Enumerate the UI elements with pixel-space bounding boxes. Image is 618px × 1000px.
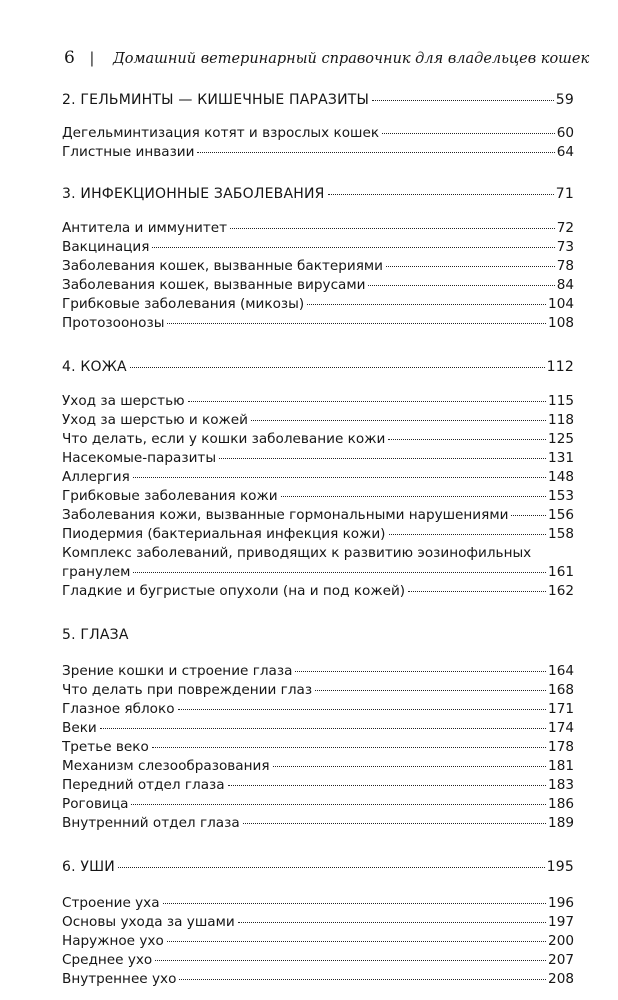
dot-leader (167, 323, 546, 324)
toc-entry[interactable] (62, 430, 574, 449)
dot-leader (178, 709, 547, 710)
toc-entry-page-number: 108 (548, 315, 574, 331)
toc-entry-page-number: 64 (556, 144, 574, 160)
toc-entry[interactable] (62, 563, 574, 582)
toc-entry-title: Механизм слезообразования (62, 758, 270, 774)
toc-entry[interactable] (62, 295, 574, 314)
toc-entry[interactable] (62, 257, 574, 276)
toc-entry-page-number: 164 (548, 663, 574, 679)
chapter-section (62, 90, 574, 162)
toc-entry[interactable] (62, 932, 574, 951)
page-number: 6 (64, 48, 75, 68)
toc-entry[interactable] (62, 700, 574, 719)
toc-entry[interactable] (62, 506, 574, 525)
toc-entry[interactable] (62, 487, 574, 506)
toc-entry-page-number: 118 (548, 412, 574, 428)
toc-entry-title: Основы ухода за ушами (62, 914, 235, 930)
toc-entry-title: Гладкие и бугристые опухоли (на и под кожей) (62, 583, 406, 599)
chapter-page-number: 71 (555, 186, 574, 202)
chapter-items (62, 219, 574, 333)
toc-entry[interactable] (62, 970, 574, 989)
toc-entry-page-number: 197 (548, 914, 574, 930)
toc-entry-line[interactable] (62, 544, 574, 563)
toc-entry-page-number: 196 (548, 895, 574, 911)
toc-entry-title-continuation: гранулем (62, 564, 131, 580)
toc-entry-page-number: 183 (548, 777, 574, 793)
dot-leader (389, 534, 547, 535)
toc-entry-page-number: 207 (548, 952, 574, 968)
toc-entry-page-number: 125 (548, 431, 574, 447)
dot-leader (155, 960, 546, 961)
dot-leader (372, 100, 554, 101)
toc-entry-page-number: 115 (548, 393, 574, 409)
toc-entry[interactable] (62, 525, 574, 544)
toc-entry[interactable] (62, 894, 574, 913)
dot-leader (131, 804, 546, 805)
toc-entry-page-number: 153 (548, 488, 574, 504)
toc-entry-page-number: 131 (548, 450, 574, 466)
toc-entry[interactable] (62, 314, 574, 333)
toc-entry-title: Что делать, если у кошки заболевание кожи (62, 431, 386, 447)
toc-entry-page-number: 161 (548, 564, 574, 580)
toc-entry-title: Роговица (62, 796, 129, 812)
toc-entry[interactable] (62, 738, 574, 757)
chapter-heading[interactable] (62, 184, 574, 204)
chapter-section (62, 357, 574, 601)
dot-leader (328, 194, 554, 195)
dot-leader (219, 458, 546, 459)
toc-entry[interactable] (62, 238, 574, 257)
toc-entry-page-number: 186 (548, 796, 574, 812)
dot-leader (152, 747, 546, 748)
dot-leader (100, 728, 546, 729)
chapter-title: 3. ИНФЕКЦИОННЫЕ ЗАБОЛЕВАНИЯ (62, 186, 325, 202)
toc-entry-page-number: 84 (556, 277, 574, 293)
toc-entry-title: Веки (62, 720, 97, 736)
toc-entry-title: Заболевания кошек, вызванные бактериями (62, 258, 383, 274)
dot-leader (243, 823, 546, 824)
running-header (64, 48, 590, 74)
toc-entry-title: Заболевания кошек, вызванные вирусами (62, 277, 366, 293)
toc-entry-page-number: 148 (548, 469, 574, 485)
dot-leader (118, 867, 545, 868)
toc-entry-page-number: 72 (556, 220, 574, 236)
chapter-page-number: 195 (546, 859, 574, 875)
dot-leader (368, 285, 554, 286)
toc-entry-title: Внутреннее ухо (62, 971, 177, 987)
toc-entry-title: Уход за шерстью и кожей (62, 412, 248, 428)
toc-entry-title: Зрение кошки и строение глаза (62, 663, 293, 679)
toc-entry-title: Среднее ухо (62, 952, 153, 968)
toc-entry-page-number: 168 (548, 682, 574, 698)
toc-entry-page-number: 78 (556, 258, 574, 274)
dot-leader (167, 941, 546, 942)
chapter-page-number: 112 (546, 359, 574, 375)
chapter-section (62, 184, 574, 333)
toc-entry-title: Вакцинация (62, 239, 150, 255)
table-of-contents (62, 90, 574, 989)
toc-entry-page-number: 158 (548, 526, 574, 542)
toc-entry-page-number: 104 (548, 296, 574, 312)
chapter-items (62, 392, 574, 601)
toc-entry[interactable] (62, 143, 574, 162)
toc-entry-title: Грибковые заболевания кожи (62, 488, 278, 504)
dot-leader (251, 420, 546, 421)
toc-entry-title: Третье веко (62, 739, 149, 755)
chapter-title: 4. КОЖА (62, 359, 127, 375)
chapter-items (62, 894, 574, 989)
dot-leader (273, 766, 547, 767)
toc-entry-title: Антитела и иммунитет (62, 220, 228, 236)
dot-leader (228, 785, 546, 786)
toc-entry[interactable] (62, 795, 574, 814)
toc-entry-page-number: 156 (548, 507, 574, 523)
dot-leader (281, 496, 546, 497)
toc-entry-title: Глазное яблоко (62, 701, 175, 717)
toc-entry-page-number: 181 (548, 758, 574, 774)
toc-entry-page-number: 60 (556, 125, 574, 141)
toc-entry-page-number: 162 (548, 583, 574, 599)
dot-leader (130, 367, 545, 368)
toc-entry-title: Внутренний отдел глаза (62, 815, 240, 831)
toc-entry[interactable] (62, 776, 574, 795)
toc-entry[interactable] (62, 392, 574, 411)
toc-entry[interactable] (62, 468, 574, 487)
toc-entry-title: Пиодермия (бактериальная инфекция кожи) (62, 526, 386, 542)
dot-leader (386, 266, 555, 267)
chapter-title: 5. ГЛАЗА (62, 627, 129, 643)
toc-entry-title: Грибковые заболевания (микозы) (62, 296, 305, 312)
running-title: Домашний ветеринарный справочник для владельцев кошек (112, 51, 590, 67)
toc-entry-page-number: 174 (548, 720, 574, 736)
chapter-items (62, 124, 574, 162)
chapter-heading[interactable] (62, 90, 574, 110)
toc-entry-title: Насекомые-паразиты (62, 450, 217, 466)
dot-leader (163, 903, 547, 904)
chapter-heading[interactable] (62, 625, 574, 645)
toc-entry-title: Аллергия (62, 469, 130, 485)
dot-leader (511, 515, 546, 516)
dot-leader (307, 304, 546, 305)
dot-leader (133, 477, 546, 478)
chapter-heading[interactable] (62, 857, 574, 877)
toc-entry[interactable] (62, 913, 574, 932)
toc-entry[interactable] (62, 951, 574, 970)
toc-entry[interactable] (62, 582, 574, 601)
toc-entry-title: Наружное ухо (62, 933, 164, 949)
toc-entry-title: Протозоонозы (62, 315, 165, 331)
chapter-page-number: 59 (555, 92, 574, 108)
toc-entry-page-number: 200 (548, 933, 574, 949)
chapter-heading[interactable] (62, 357, 574, 377)
dot-leader (388, 439, 546, 440)
dot-leader (152, 247, 554, 248)
toc-entry-title: Строение уха (62, 895, 160, 911)
dot-leader (197, 152, 554, 153)
toc-entry[interactable] (62, 219, 574, 238)
dot-leader (230, 228, 555, 229)
toc-entry-title: Уход за шерстью (62, 393, 185, 409)
dot-leader (408, 591, 546, 592)
chapter-section (62, 857, 574, 989)
toc-entry[interactable] (62, 276, 574, 295)
chapter-title: 6. УШИ (62, 859, 115, 875)
chapter-section (62, 625, 574, 833)
toc-entry-page-number: 208 (548, 971, 574, 987)
toc-entry[interactable] (62, 681, 574, 700)
toc-entry-title: Передний отдел глаза (62, 777, 225, 793)
toc-entry[interactable] (62, 662, 574, 681)
toc-entry[interactable] (62, 124, 574, 143)
toc-entry-page-number: 171 (548, 701, 574, 717)
dot-leader (238, 922, 546, 923)
toc-entry[interactable] (62, 449, 574, 468)
toc-entry-page-number: 189 (548, 815, 574, 831)
toc-entry-title: Комплекс заболеваний, приводящих к развитию эозинофильных (62, 545, 532, 561)
toc-entry-title: Заболевания кожи, вызванные гормональными нарушениями (62, 507, 509, 523)
toc-entry[interactable] (62, 411, 574, 430)
toc-entry[interactable] (62, 814, 574, 833)
dot-leader (382, 133, 555, 134)
dot-leader (133, 572, 546, 573)
toc-entry[interactable] (62, 757, 574, 776)
dot-leader (179, 979, 546, 980)
header-separator: | (89, 51, 95, 67)
toc-entry[interactable] (62, 719, 574, 738)
toc-entry-page-number: 73 (556, 239, 574, 255)
toc-entry-page-number: 178 (548, 739, 574, 755)
chapter-items (62, 662, 574, 833)
dot-leader (315, 690, 546, 691)
dot-leader (295, 671, 546, 672)
toc-entry-title: Дегельминтизация котят и взрослых кошек (62, 125, 380, 141)
toc-entry-title: Глистные инвазии (62, 144, 195, 160)
chapter-title: 2. ГЕЛЬМИНТЫ — КИШЕЧНЫЕ ПАРАЗИТЫ (62, 92, 370, 108)
dot-leader (188, 401, 547, 402)
toc-entry-title: Что делать при повреждении глаз (62, 682, 313, 698)
